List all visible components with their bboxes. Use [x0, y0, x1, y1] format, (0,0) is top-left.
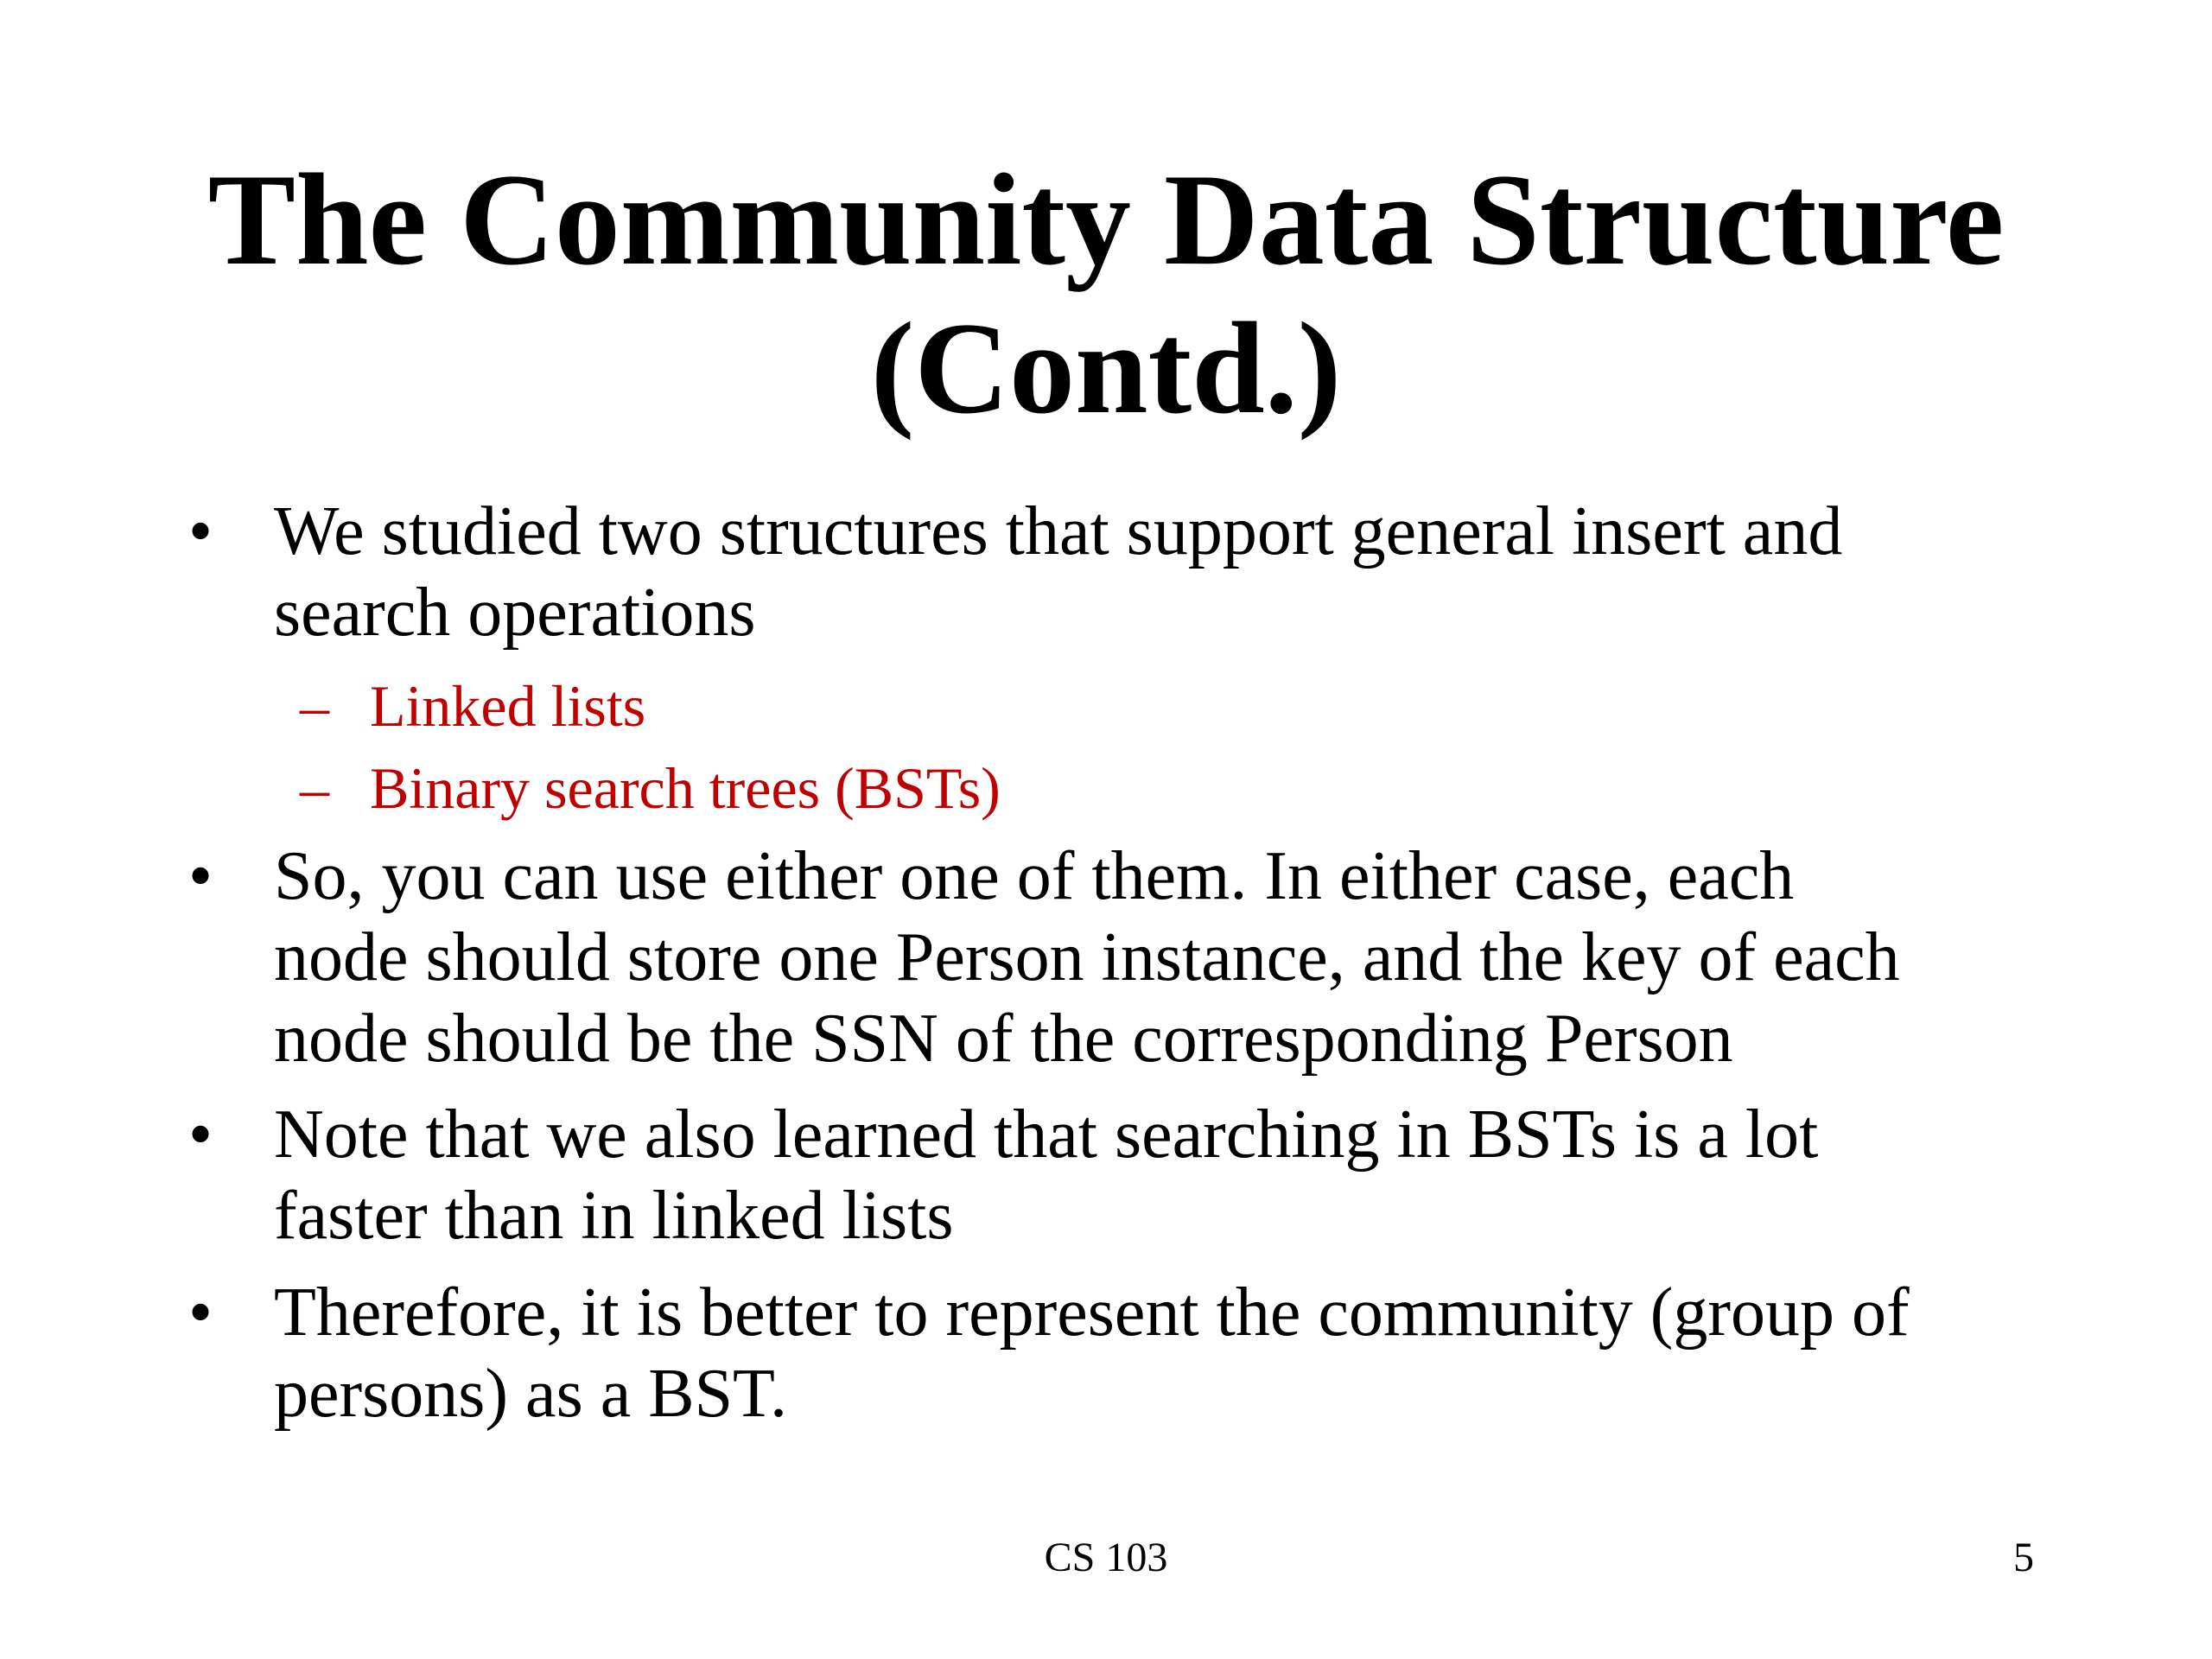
dash-marker: –: [300, 755, 329, 821]
subitem-2-text: Binary search trees (BSTs): [370, 755, 1001, 821]
footer-page-number: 5: [2013, 1535, 2034, 1580]
bullet-marker: •: [188, 493, 213, 569]
bullet-4-line-1: Therefore, it is better to represent the community (group of: [274, 1274, 1910, 1351]
dash-marker: –: [300, 673, 329, 739]
slide-title-line-1: The Community Data Structure: [207, 147, 2005, 292]
bullet-2-line-2: node should store one Person instance, and the key of each: [274, 919, 1900, 995]
bullet-marker: •: [188, 1096, 213, 1173]
bullet-1-line-1: We studied two structures that support general insert and: [274, 493, 1843, 569]
bullet-3-text: [274, 1094, 2088, 1256]
bullet-1-line-2: search operations: [274, 575, 756, 651]
bullet-2-text: [274, 836, 2088, 1079]
bullet-1-text: [274, 491, 2088, 653]
subitem-1-text: Linked lists: [370, 673, 646, 739]
bullet-2-line-3: node should be the SSN of the corresponding Person: [274, 1001, 1733, 1077]
bullet-marker: •: [188, 838, 213, 914]
slide-title: [0, 145, 2212, 442]
bullet-4-text: [274, 1272, 2088, 1434]
bullet-2-line-1: So, you can use either one of them. In either case, each: [274, 838, 1795, 914]
bullet-marker: •: [188, 1274, 213, 1351]
footer-course-label: CS 103: [1044, 1535, 1168, 1580]
bullet-4-line-2: persons) as a BST.: [274, 1356, 787, 1432]
bullet-3-line-2: faster than in linked lists: [274, 1178, 954, 1254]
slide-title-line-2: (Contd.): [870, 296, 1342, 441]
bullet-3-line-1: Note that we also learned that searching in BSTs is a lot: [274, 1096, 1819, 1173]
